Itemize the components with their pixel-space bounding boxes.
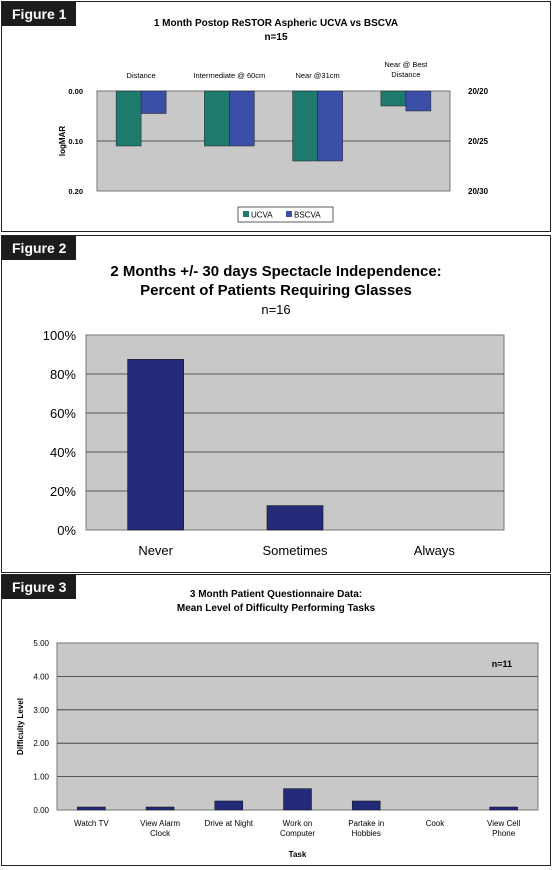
bar xyxy=(284,789,312,810)
chart-title: 1 Month Postop ReSTOR Aspheric UCVA vs BSCVA xyxy=(153,18,399,29)
y-tick-label: 5.00 xyxy=(33,639,49,648)
category-label: Cook xyxy=(425,819,445,828)
legend-label: BSCVA xyxy=(294,210,321,220)
y-tick-label: 1.00 xyxy=(33,772,49,782)
plot-area xyxy=(57,643,538,810)
secondary-y-tick-label: 20/25 xyxy=(468,137,489,146)
y-tick-label: 0.10 xyxy=(68,137,83,146)
bar xyxy=(352,801,380,810)
chart-3 xyxy=(2,575,550,865)
y-axis-label: logMAR xyxy=(58,125,67,157)
figure-1-tab: Figure 1 xyxy=(2,2,76,26)
legend-label: UCVA xyxy=(251,210,273,220)
figure-3-panel xyxy=(1,574,551,866)
x-axis-label: Task xyxy=(288,850,307,859)
y-tick-label: 100% xyxy=(42,328,76,343)
chart-title: 2 Months +/- 30 days Spectacle Independence: xyxy=(110,263,442,280)
chart-subtitle: n=15 xyxy=(264,32,288,43)
category-label: Sometimes xyxy=(262,543,328,558)
category-label-line2: Distance xyxy=(391,70,421,79)
y-tick-label: 2.00 xyxy=(33,739,49,749)
chart-subtitle: n=16 xyxy=(261,302,291,317)
category-label: View Alarm xyxy=(140,819,181,828)
legend-swatch xyxy=(243,211,249,217)
chart-1 xyxy=(2,2,550,231)
category-label: Near @ Best xyxy=(384,60,428,69)
y-tick-label: 60% xyxy=(49,406,76,421)
secondary-y-tick-label: 20/30 xyxy=(468,187,489,196)
figure-3-tab: Figure 3 xyxy=(2,575,76,599)
bar-ucva xyxy=(204,91,229,146)
category-label-line2: Computer xyxy=(279,829,316,838)
category-label: Drive at Night xyxy=(204,819,254,828)
chart-title: 3 Month Patient Questionnaire Data: xyxy=(189,589,363,600)
bar-bscva xyxy=(406,91,431,111)
bar-ucva xyxy=(293,91,318,161)
category-label: Never xyxy=(138,543,174,558)
category-label: Always xyxy=(413,543,455,558)
y-tick-label: 3.00 xyxy=(33,705,49,715)
category-label-line2: Phone xyxy=(492,829,516,838)
secondary-y-tick-label: 20/20 xyxy=(468,87,489,96)
category-label: View Cell xyxy=(487,819,521,828)
y-tick-label: 80% xyxy=(49,367,76,382)
figure-2-tab: Figure 2 xyxy=(2,236,76,260)
figure-1-panel xyxy=(1,1,551,232)
bar xyxy=(128,359,184,530)
bar xyxy=(77,807,105,810)
category-label: Near @31cm xyxy=(295,71,340,80)
bar-bscva xyxy=(141,91,166,114)
category-label: Work on xyxy=(282,819,313,828)
category-label: Intermediate @ 60cm xyxy=(193,71,266,80)
y-tick-label: 20% xyxy=(49,484,76,499)
category-label: Partake in xyxy=(348,819,385,828)
category-label: Watch TV xyxy=(74,819,109,828)
bar xyxy=(267,506,323,530)
legend-swatch xyxy=(286,211,292,217)
bar xyxy=(146,807,174,810)
category-label: Distance xyxy=(126,71,156,80)
bar-ucva xyxy=(116,91,141,146)
y-tick-label: 40% xyxy=(49,445,76,460)
y-tick-label: 0.00 xyxy=(33,806,49,815)
bar-bscva xyxy=(318,91,343,161)
bar xyxy=(215,801,243,810)
y-tick-label: 4.00 xyxy=(33,672,49,682)
chart-title-line2: Percent of Patients Requiring Glasses xyxy=(140,282,412,299)
bar xyxy=(490,807,518,810)
bar-bscva xyxy=(229,91,254,146)
chart-title-line2: Mean Level of Difficulty Performing Tasks xyxy=(176,603,376,614)
y-axis-label: Difficulty Level xyxy=(16,698,25,755)
category-label-line2: Hobbies xyxy=(351,829,381,838)
y-tick-label: 0% xyxy=(57,523,76,538)
category-label-line2: Clock xyxy=(150,829,171,838)
y-tick-label: 0.00 xyxy=(68,87,83,96)
bar-ucva xyxy=(381,91,406,106)
annotation: n=11 xyxy=(491,659,512,669)
figure-2-panel xyxy=(1,235,551,573)
y-tick-label: 0.20 xyxy=(68,187,83,196)
chart-2 xyxy=(2,236,550,572)
